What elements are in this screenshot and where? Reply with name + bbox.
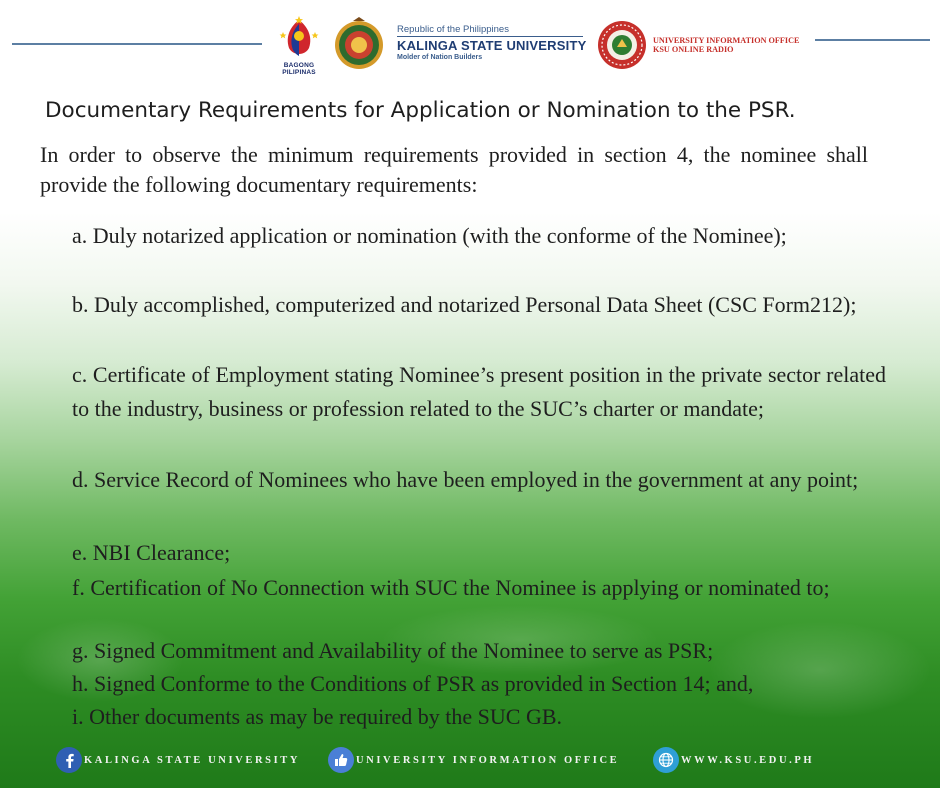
footer-website-label: WWW.KSU.EDU.PH — [681, 754, 815, 766]
bagong-pilipinas-logo — [268, 12, 330, 76]
intro-paragraph: In order to observe the minimum requirements provided in section 4, the nominee shall provide the following documentary requirements: — [40, 142, 868, 197]
globe-icon — [653, 747, 679, 773]
header-divider-left — [12, 43, 262, 45]
thumbs-up-icon — [328, 747, 354, 773]
requirement-item-b: b. Duly accomplished, computerized and notarized Personal Data Sheet (CSC Form212); — [72, 292, 857, 317]
office-name: UNIVERSITY INFORMATION OFFICE — [653, 36, 800, 45]
university-name: KALINGA STATE UNIVERSITY — [397, 38, 587, 53]
page-title: Documentary Requirements for Application or Nomination to the PSR. — [45, 98, 796, 123]
facebook-icon — [56, 747, 82, 773]
requirement-item-d: d. Service Record of Nominees who have been employed in the government at any point; — [72, 467, 859, 492]
footer-website-link[interactable] — [653, 746, 814, 774]
republic-label: Republic of the Philippines — [397, 24, 509, 35]
university-motto: Molder of Nation Builders — [397, 54, 483, 61]
requirement-item-i: i. Other documents as may be required by the SUC GB. — [72, 704, 563, 729]
requirement-item-h: h. Signed Conforme to the Conditions of PSR as provided in Section 14; and, — [72, 671, 754, 696]
footer-facebook-label: KALINGA STATE UNIVERSITY — [84, 754, 301, 766]
requirement-item-f: f. Certification of No Connection with SUC the Nominee is applying or nominated to; — [72, 575, 830, 600]
footer-office-label: UNIVERSITY INFORMATION OFFICE — [356, 754, 620, 766]
requirement-item-g: g. Signed Commitment and Availability of the Nominee to serve as PSR; — [72, 638, 714, 663]
office-radio: KSU ONLINE RADIO — [653, 45, 734, 54]
header-rule — [397, 36, 583, 37]
university-header-text — [397, 24, 592, 63]
requirement-item-c: c. Certificate of Employment stating Nominee’s present position in the private sector related to the industry, business or profession related to the SUC’s charter or mandate; — [72, 362, 886, 421]
ksu-seal-icon — [333, 15, 385, 71]
office-header-text — [653, 36, 813, 54]
footer-office-link[interactable] — [328, 746, 619, 774]
requirement-item-e: e. NBI Clearance; — [72, 540, 231, 565]
bagong-pilipinas-label: BAGONG PILIPINAS — [282, 62, 316, 76]
uio-seal-icon — [597, 20, 647, 70]
footer-facebook-link[interactable] — [56, 746, 300, 774]
bagong-pilipinas-emblem — [277, 14, 321, 60]
header-divider-right — [815, 39, 930, 41]
requirement-item-a: a. Duly notarized application or nomination (with the conforme of the Nominee); — [72, 223, 787, 248]
footer-bar — [0, 742, 940, 778]
